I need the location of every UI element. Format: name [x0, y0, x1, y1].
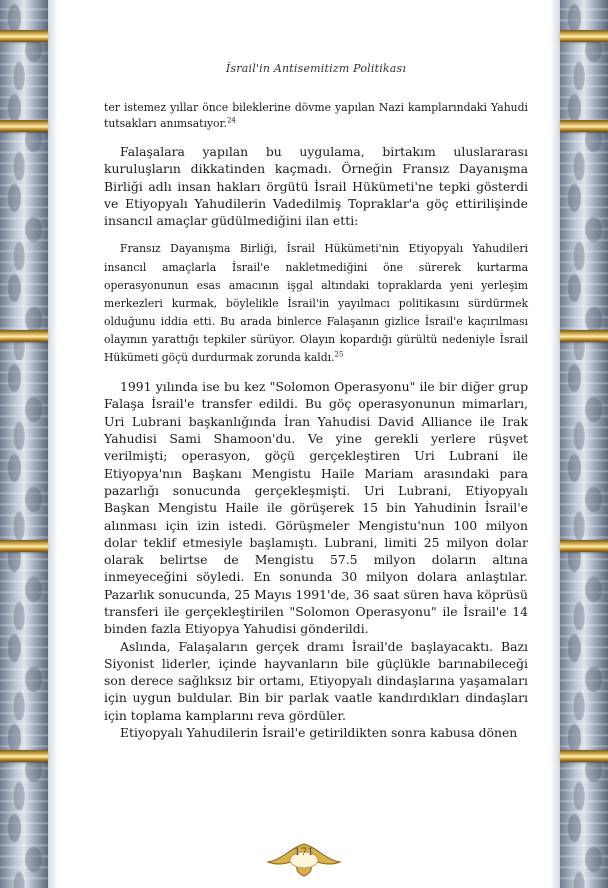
gold-band [560, 30, 608, 42]
left-inner-shade [48, 0, 58, 888]
page-number: 171 [293, 846, 315, 858]
gold-band [0, 330, 48, 342]
gold-band [0, 540, 48, 552]
paragraph: 1991 yılında ise bu kez "Solomon Operasyonu" ile bir diğer grup Falaşa İsrail'e transfer edildi. Bu göç operasyonunun mimarları, Uri Lubrani başkanlığında İran Yahudisi David Alliance ile Irak Yahudisi Sami Shamoon'du. Ve yine gerekli yerlere rüşvet verilmişti; operasyon, göçü gerçekleştiren Uri Lubrani ile Etiyopya'nın Başkanı Mengistu Haile Mariam arasındaki para pazarlığı sonucunda gerçekleşmişti. Uri Lubrani, Etiyopyalı Başkan Mengistu Haile ile görüşerek 15 bin Yahudinin İsrail'e alınması için izin istedi. Görüşmeler Mengistu'nun 100 milyon dolar teklif etmesiyle başlamıştı. Lubrani, limiti 25 milyon dolar olarak belirtse de Mengistu 57.5 milyon doların altına inmeyeceğini söyledi. En sonunda 30 milyon dolara anlaştılar. Pazarlık sonucunda, 25 Mayıs 1991'de, 36 saat süren hava köprüsü transferi ile gerçekleştirilen "Solomon Operasyonu" ile İsrail'e 14 binden fazla Etiyopya Yahudisi gönderildi. [104, 379, 528, 637]
book-page [104, 0, 528, 888]
footnote-ref: 25 [334, 350, 344, 359]
paragraph: Etiyopyalı Yahudilerin İsrail'e getirildikten sonra kabusa dönen [120, 725, 518, 741]
footnote-ref: 24 [226, 116, 236, 125]
quote-text: Fransız Dayanışma Birliği, İsrail Hükümeti'nin Etiyopyalı Yahudileri insancıl amaçlarla İsrail'e nakletmediğini öne sürerek kurtarma operasyonunun esas amacının işgal altındaki topraklarda yeni yerleşim merkezleri kurmak, böylelikle İsrail'in yayılmacı politikasını sürdürmek olduğunu iddia etti. Bu arada binlerce Falaşanın gizlice İsrail'e kaçırılması olayının yarattığı tepkiler sürüyor. Olayın kopardığı gürültü nedeniyle İsrail Hükümeti göçü durdurmak zorunda kaldı. [104, 242, 528, 365]
gold-band [0, 30, 48, 42]
block-quote [104, 240, 528, 367]
gold-band [0, 750, 48, 762]
paragraph-text: ter istemez yıllar önce bileklerine dövme yapılan Nazi kamplarındaki Yahudi tutsakları anımsatıyor. [104, 101, 528, 130]
gold-band [0, 120, 48, 132]
right-inner-shade [550, 0, 560, 888]
gold-band [560, 750, 608, 762]
gold-band [560, 120, 608, 132]
gold-ornament-icon [254, 838, 354, 878]
running-header: İsrail'in Antisemitizm Politikası [225, 62, 407, 75]
gold-band [560, 330, 608, 342]
gold-band [560, 540, 608, 552]
paragraph: Aslında, Falaşaların gerçek dramı İsrail'de başlayacaktı. Bazı Siyonist liderler, içinde hayvanların bile güçlükle barınabileceği son derece sağlıksız bir ortamı, Etiyopyalı dindaşlarına yaşamaları için uygun buldular. Bin bir parlak vaatle kandırdıkları dindaşları için toplama kamplarını reva gördüler. [104, 638, 528, 723]
left-marble-column [0, 0, 48, 888]
right-marble-column [560, 0, 608, 888]
paragraph: Falaşalara yapılan bu uygulama, birtakım uluslararası kuruluşların dikkatinden kaçmadı. Örneğin Fransız Dayanışma Birliği adlı insan hakları örgütü İsrail Hükümeti'ne tepki gösterdi ve Etiyopyalı Yahudilerin Vadedilmiş Topraklar'a göç ettirilişinde insancıl amaçlar güdülmediğini ilan etti: [104, 144, 528, 229]
paragraph-continuation [104, 100, 528, 132]
body-text [104, 100, 528, 741]
